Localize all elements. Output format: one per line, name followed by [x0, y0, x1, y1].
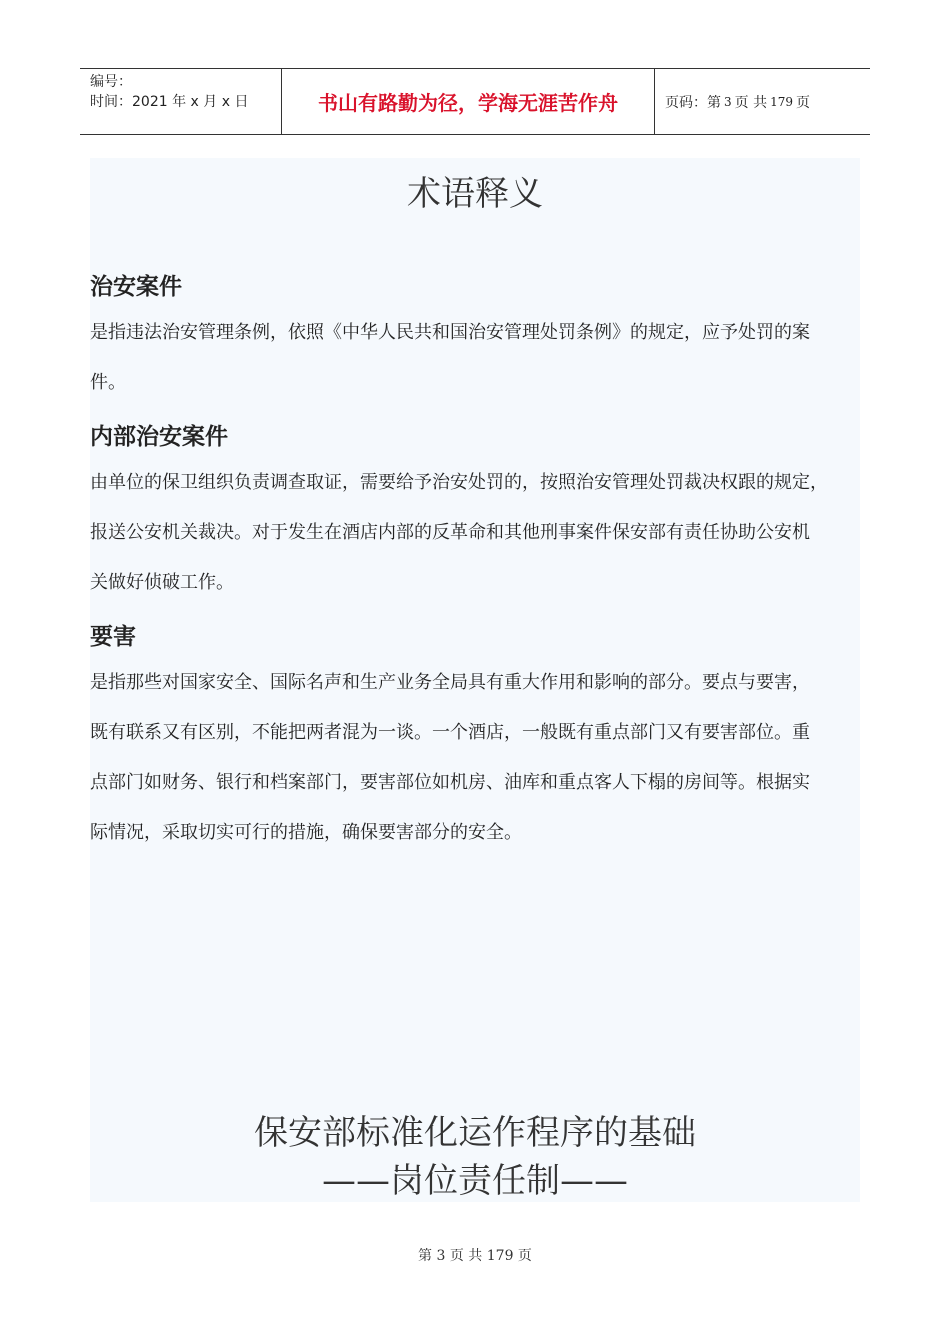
- term-heading-public-security-case: 治安案件: [90, 274, 182, 300]
- closing-title: 保安部标准化运作程序的基础: [254, 1113, 696, 1153]
- term-definition-internal-case: 由单位的保卫组织负责调查取证，需要给予治安处罚的，按照治安管理处罚裁决权跟的规定， 报送公安机关裁决。对于发生在酒店内部的反革命和其他刑事案件保安部有责任协助公安机 关做好侦破工作。: [90, 472, 828, 593]
- page-suffix: 页: [796, 94, 810, 111]
- header-motto: 书山有路勤为径，学海无涯苦作舟: [282, 69, 655, 134]
- header-meta: [80, 69, 282, 134]
- page-total: 179: [770, 94, 793, 109]
- document-number-label: 编号：: [90, 74, 132, 90]
- document-date: 时间：2021 年 x 月 x 日: [90, 94, 249, 110]
- term-definition-vital-point: 是指那些对国家安全、国际名声和生产业务全局具有重大作用和影响的部分。要点与要害， 既有联系又有区别，不能把两者混为一谈。一个酒店，一般既有重点部门又有要害部位。重 点部门如财务、银行和档案部门，要害部位如机房、油库和重点客人下榻的房间等。根据实 际情况，采取切实可行的措施，确保要害部分的安全。: [90, 672, 810, 843]
- term-definition-public-security-case: 是指违法治安管理条例，依照《中华人民共和国治安管理处罚条例》的规定，应予处罚的案 件。: [90, 322, 810, 393]
- term-heading-vital-point: 要害: [90, 624, 136, 650]
- closing-subtitle: ——岗位责任制——: [322, 1161, 628, 1201]
- header-page-number: [655, 69, 870, 134]
- page-mid: 页 共: [734, 94, 768, 111]
- page-footer: 第 3 页 共 179 页: [418, 1248, 532, 1264]
- page-prefix: 页码：第: [665, 94, 721, 111]
- document-body: [90, 158, 860, 1202]
- page-title: 术语释义: [407, 174, 543, 214]
- term-heading-internal-case: 内部治安案件: [90, 424, 228, 450]
- page-header: [80, 68, 870, 135]
- page-current: 3: [724, 94, 732, 109]
